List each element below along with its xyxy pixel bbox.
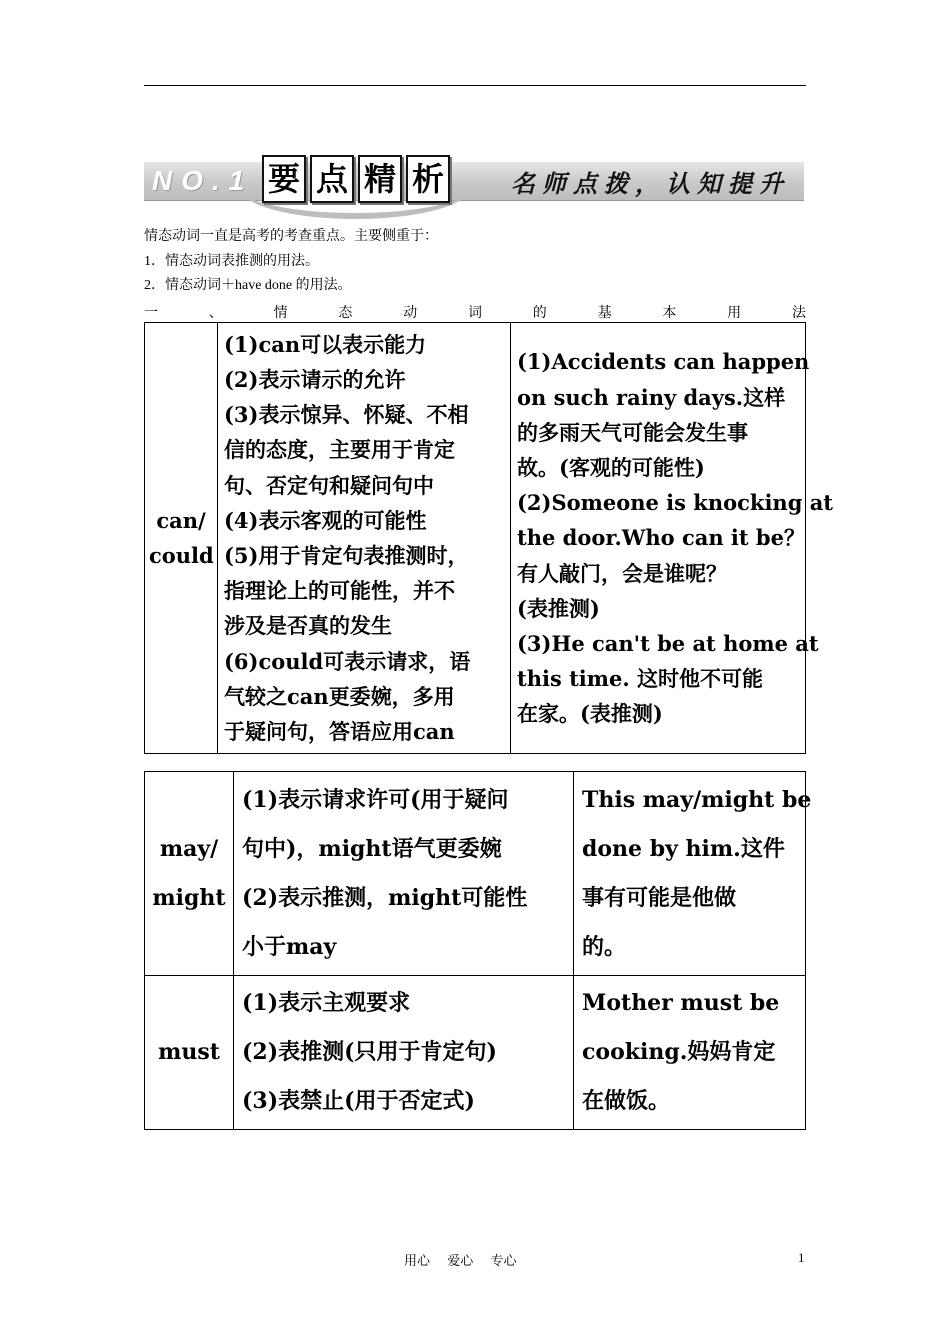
usage-line: 涉及是否真的发生 [224,613,392,639]
intro-line-3: 2．情态动词＋have done 的用法。 [144,278,352,293]
usage-line: (2)表示请示的允许 [224,366,406,392]
usage-line: (2)表示推测，might可能性 [242,884,528,911]
usage-line: (1)表示主观要求 [242,990,411,1017]
usage-line: 信的态度，主要用于肯定 [224,437,455,463]
heading-char: 情 [273,306,288,321]
usage-line: (6)could可表示请求，语 [224,648,471,674]
usage-cell [234,772,574,976]
example-line: 在做饭。 [582,1088,671,1115]
usage-line: 小于may [242,933,337,960]
word-line: may/ [159,835,219,862]
word-cell [145,976,234,1130]
section-heading [144,302,806,320]
banner-number: NO.1 [152,165,254,196]
heading-char: 的 [532,306,547,321]
usage-line: 句中)，might语气更委婉 [242,835,502,862]
usage-line: 指理论上的可能性，并不 [224,578,455,604]
usage-line: (3)表禁止(用于否定式) [242,1088,475,1115]
usage-line: 于疑问句，答语应用can [224,719,455,745]
word-cell [145,323,218,754]
example-line: (2)Someone is knocking at [517,490,834,516]
example-line: 的。 [582,933,627,960]
example-line: (3)He can't be at home at [517,631,819,656]
heading-char: 法 [791,306,806,321]
heading-char: 本 [662,306,677,321]
heading-char: 一 [144,306,158,321]
banner-title-char: 析 [406,155,450,203]
usage-line: (1)can可以表示能力 [224,331,427,357]
example-line: (表推测) [517,595,600,621]
usage-line: (3)表示惊异、怀疑、不相 [224,402,469,428]
banner-title-char: 精 [358,155,402,203]
heading-char: 态 [338,306,353,321]
heading-char: 用 [727,306,742,321]
table-row [145,976,806,1130]
example-line: on such rainy days.这样 [517,384,786,410]
table-row [145,772,806,976]
table-row [145,323,806,754]
example-line: 在家。(表推测) [517,701,663,727]
example-cell [574,976,806,1130]
example-line: 有人敲门，会是谁呢？ [517,560,727,586]
heading-char: 词 [467,306,482,321]
example-line: Mother must be [582,990,780,1017]
section-banner [144,155,804,215]
usage-line: (5)用于肯定句表推测时， [224,543,469,568]
header-rule [144,85,806,86]
example-cell [574,772,812,976]
word-line: might [152,884,226,911]
example-line: This may/might be [582,786,812,813]
page-number: 1 [798,1250,805,1265]
footer-item: 用心 [404,1253,431,1268]
banner-title-char: 要 [262,155,306,203]
usage-line: (1)表示请求许可(用于疑问 [242,786,509,813]
example-line: 事有可能是他做 [582,884,737,911]
word-line: could [149,543,214,568]
usage-line: (2)表推测(只用于肯定句) [242,1039,497,1066]
word-line: must [158,1039,220,1066]
footer-item: 爱心 [447,1253,474,1268]
banner-title [262,155,450,203]
example-line: 故。(客观的可能性) [517,454,705,480]
usage-line: 句、否定句和疑问句中 [224,472,434,498]
modal-verbs-table-may-must [144,771,812,1130]
word-line: can/ [156,507,206,533]
banner-title-char: 点 [310,155,354,203]
usage-line: (4)表示客观的可能性 [224,507,427,533]
usage-cell [218,323,511,754]
modal-verbs-table-can [144,322,834,754]
example-line: cooking.妈妈肯定 [582,1039,776,1066]
footer-item: 专心 [490,1253,517,1268]
example-line: (1)Accidents can happen [517,349,810,375]
example-line: this time. 这时他不可能 [517,666,763,692]
heading-char: 、 [208,306,223,321]
example-line: done by him.这件 [582,835,785,862]
example-line: 的多雨天气可能会发生事 [517,419,748,445]
usage-cell [234,976,574,1130]
heading-char: 基 [597,306,612,321]
example-cell [511,323,834,754]
heading-char: 动 [403,306,418,321]
intro-line-1: 情态动词一直是高考的考查重点。主要侧重于： [144,229,438,244]
banner-subtitle: 名师点拨，认知提升 [511,170,790,198]
page-footer [404,1250,531,1269]
intro-line-2: 1．情态动词表推测的用法。 [144,254,319,269]
usage-line: 气较之can更委婉，多用 [224,683,455,709]
example-line: the door.Who can it be？ [517,525,805,551]
word-cell [145,772,234,976]
